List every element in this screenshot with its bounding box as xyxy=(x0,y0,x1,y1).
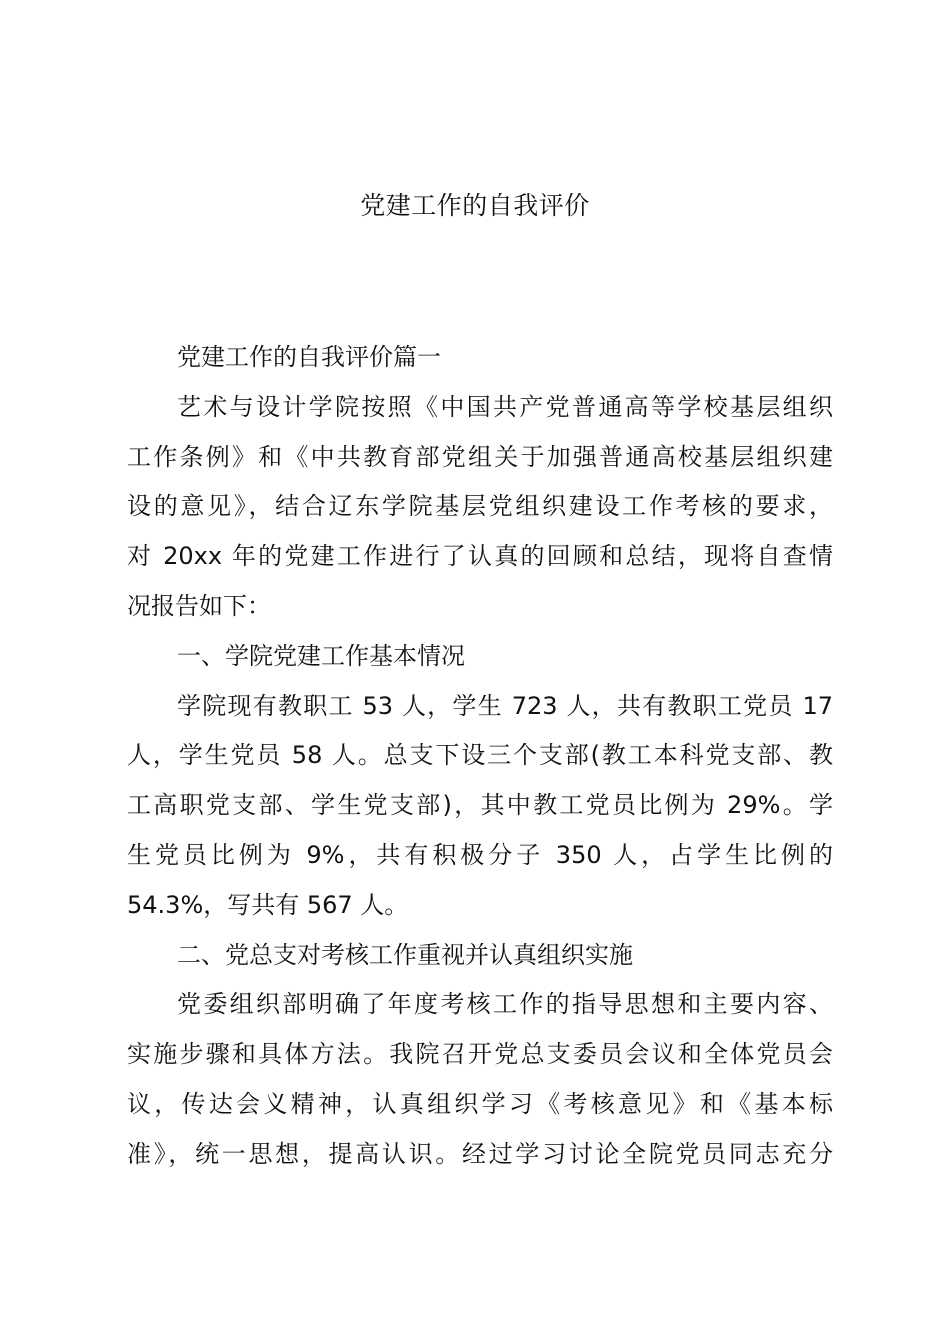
body-line: 二、党总支对考核工作重视并认真组织实施 xyxy=(177,940,633,969)
body-line: 设的意见》，结合辽东学院基层党组织建设工作考核的要求， xyxy=(127,492,833,521)
body-line: 生党员比例为 9%，共有积极分子 350 人，占学生比例的 xyxy=(127,840,833,869)
document-body xyxy=(127,333,833,1180)
body-line: 艺术与设计学院按照《中国共产党普通高等学校基层组织 xyxy=(177,392,833,421)
body-line: 一、学院党建工作基本情况 xyxy=(177,641,465,670)
body-line: 人，学生党员 58 人。总支下设三个支部(教工本科党支部、教 xyxy=(127,741,833,770)
body-line: 实施步骤和具体方法。我院召开党总支委员会议和全体党员会 xyxy=(127,1040,833,1069)
body-line: 况报告如下： xyxy=(127,591,271,620)
body-line: 党建工作的自我评价篇一 xyxy=(177,343,441,371)
body-line: 对 20xx 年的党建工作进行了认真的回顾和总结，现将自查情 xyxy=(127,542,833,571)
body-line: 议，传达会义精神，认真组织学习《考核意见》和《基本标 xyxy=(127,1089,833,1118)
body-line: 准》，统一思想，提高认识。经过学习讨论全院党员同志充分 xyxy=(127,1139,833,1168)
body-line: 54.3%，写共有 567 人。 xyxy=(127,890,409,919)
body-line: 党委组织部明确了年度考核工作的指导思想和主要内容、 xyxy=(177,990,833,1019)
body-line: 工作条例》和《中共教育部党组关于加强普通高校基层组织建 xyxy=(127,442,833,471)
body-line: 工高职党支部、学生党支部)，其中教工党员比例为 29%。学 xyxy=(127,791,833,820)
document-title: 党建工作的自我评价 xyxy=(360,191,590,220)
body-line: 学院现有教职工 53 人，学生 723 人，共有教职工党员 17 xyxy=(177,691,833,720)
